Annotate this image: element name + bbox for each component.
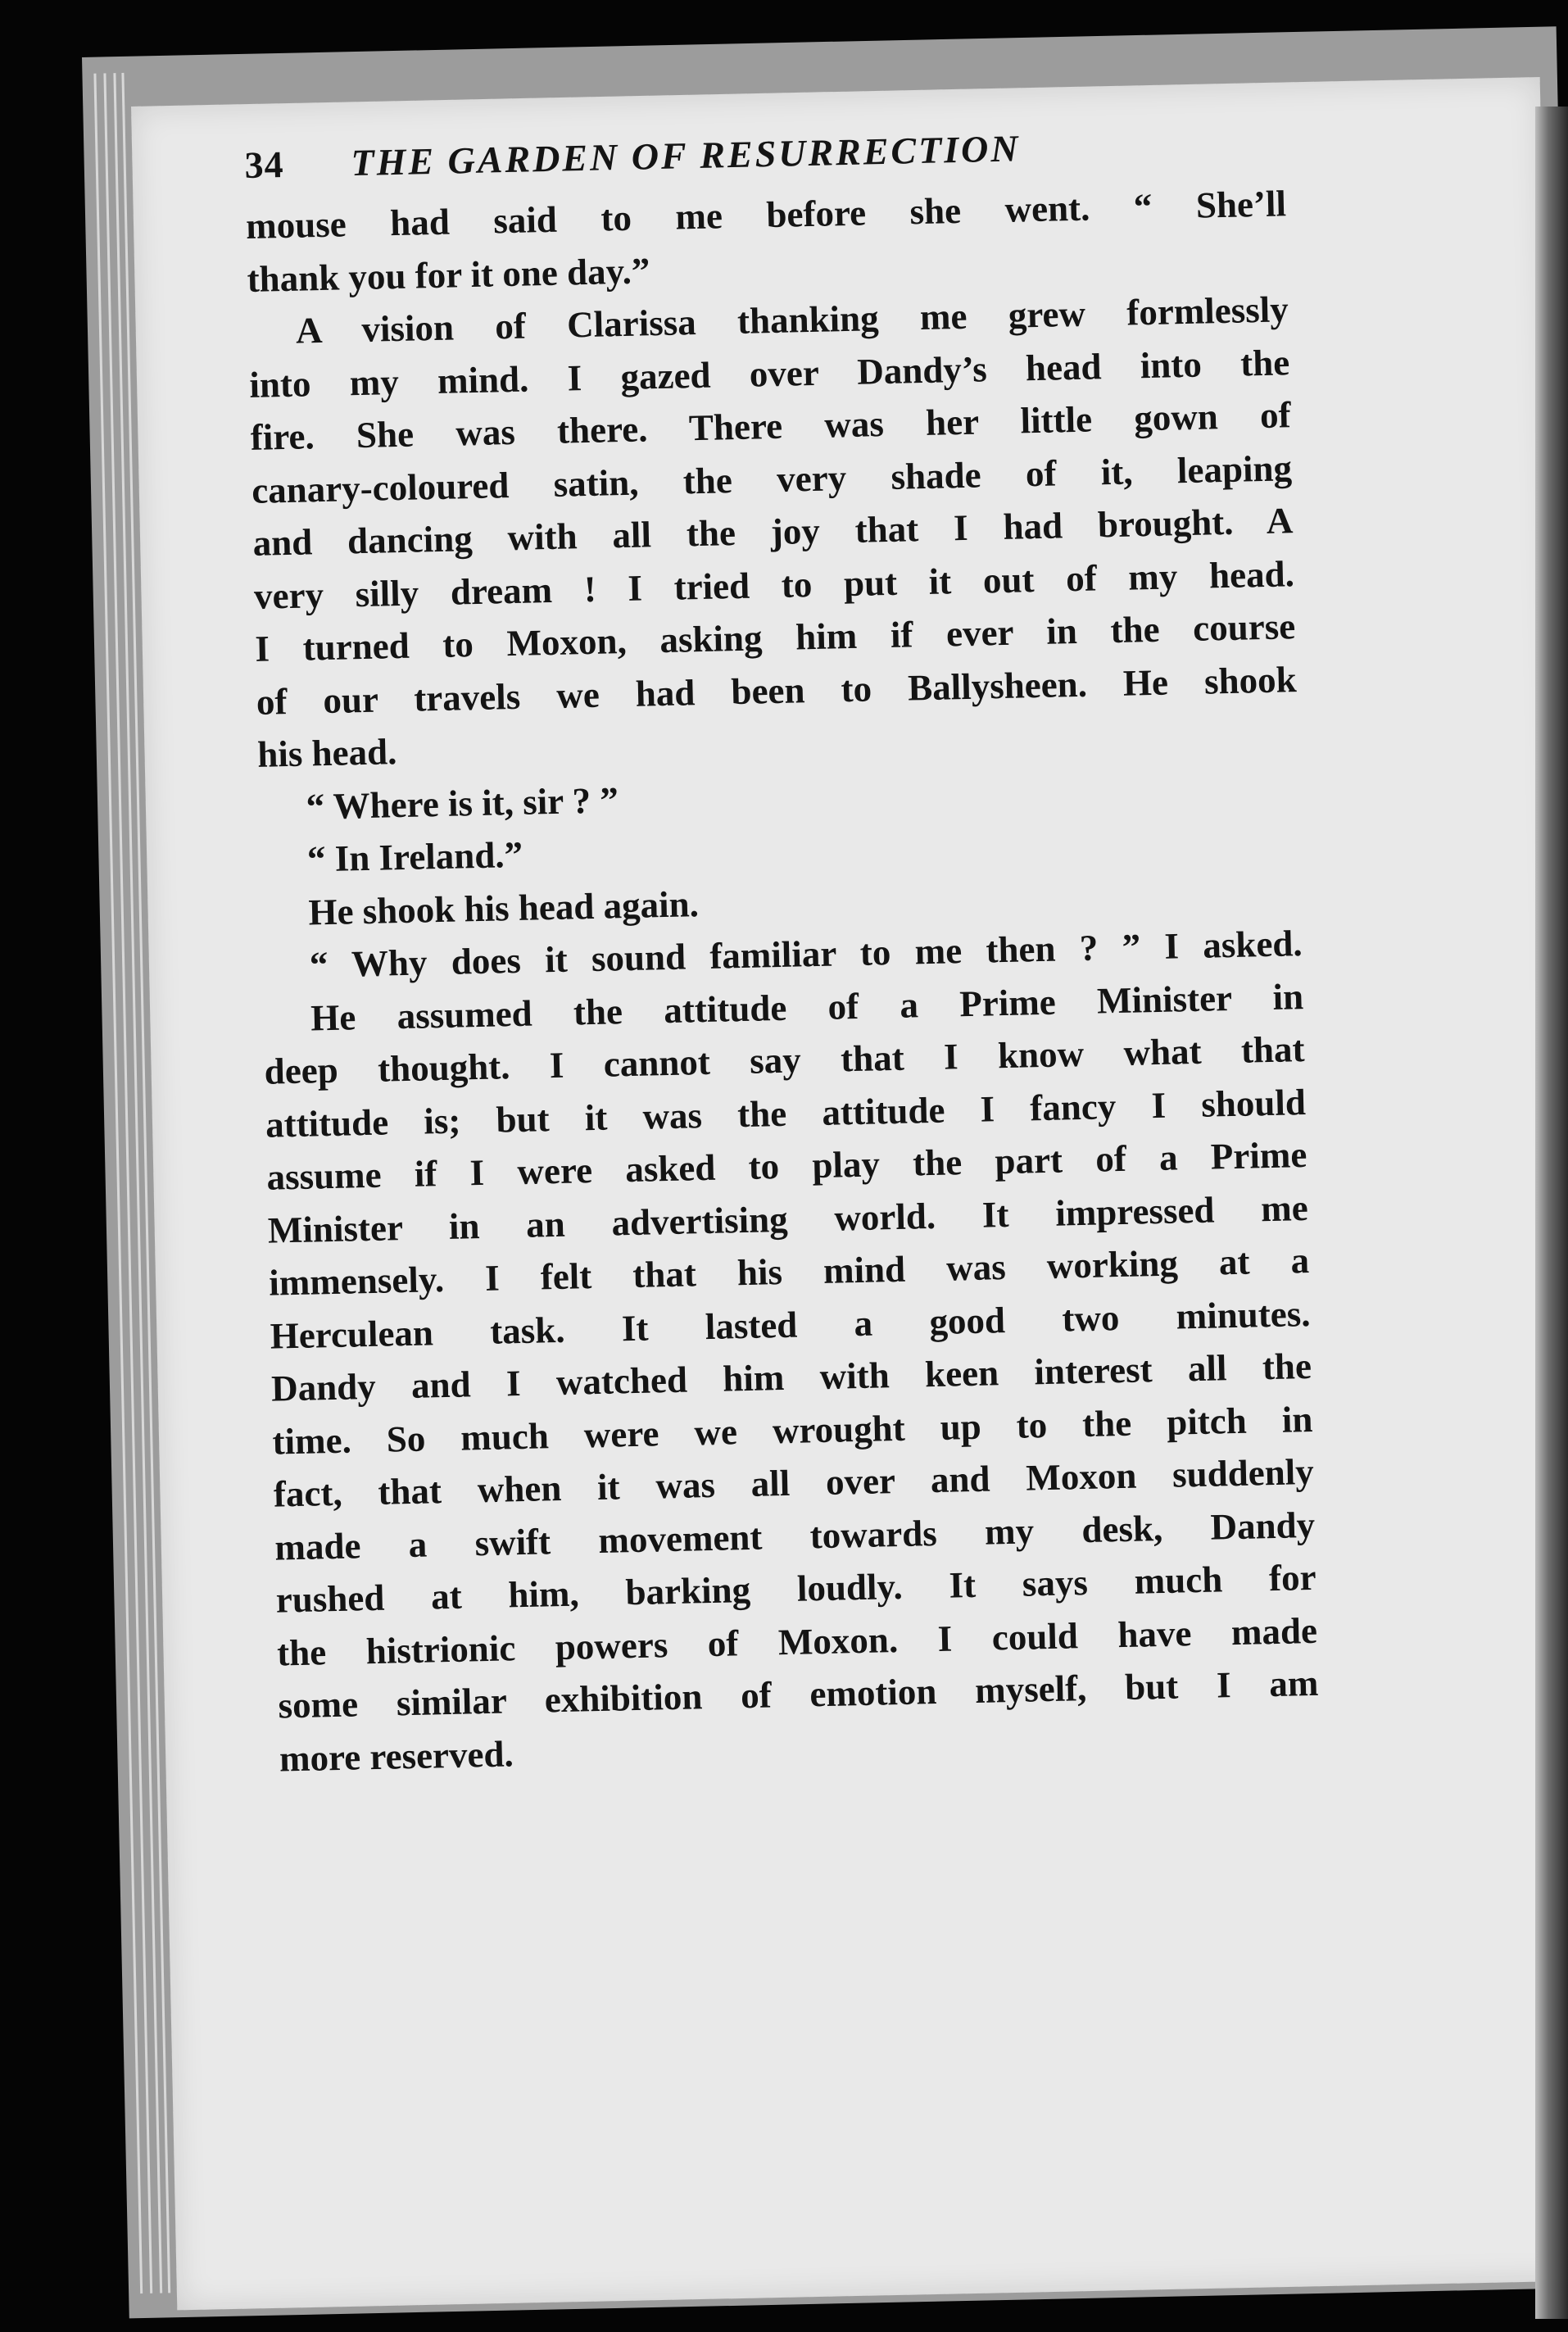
text-line: Dandy and I watched him with keen interest all the bbox=[270, 1345, 1312, 1409]
page-edge-line bbox=[93, 74, 143, 2293]
text-line: “ In Ireland.” bbox=[306, 833, 523, 880]
text-line: canary-coloured satin, the very shade of it, leaping bbox=[251, 447, 1293, 511]
text-line: fire. She was there. There was her little gown of bbox=[250, 394, 1292, 458]
text-line: I turned to Moxon, asking him if ever in the course bbox=[254, 606, 1296, 669]
text-line: mouse had said to me before she went. “ She’ll bbox=[245, 183, 1287, 247]
text-line: A vision of Clarissa thanking me grew formlessly bbox=[295, 288, 1289, 352]
text-block bbox=[244, 120, 1320, 1785]
text-line: his head. bbox=[256, 731, 397, 775]
text-line: and dancing with all the joy that I had brought. A bbox=[252, 500, 1294, 564]
body-text bbox=[246, 177, 1321, 1785]
running-head: THE GARDEN OF RESURRECTION bbox=[350, 127, 1022, 184]
book-spine-edge bbox=[1535, 107, 1568, 2319]
text-line: more reserved. bbox=[279, 1732, 514, 1780]
text-line: into my mind. I gazed over Dandy’s head into the bbox=[248, 341, 1290, 406]
text-line: Herculean task. It lasted a good two minutes. bbox=[270, 1292, 1311, 1357]
text-line: assume if I were asked to play the part of a Prime bbox=[265, 1134, 1307, 1198]
text-line: He shook his head again. bbox=[307, 882, 700, 933]
text-line: “ Where is it, sir ? ” bbox=[306, 778, 619, 828]
text-line: fact, that when it was all over and Moxon suddenly bbox=[273, 1450, 1315, 1515]
text-line: He assumed the attitude of a Prime Minister in bbox=[310, 975, 1304, 1038]
text-line: of our travels we had been to Ballysheen. He shook bbox=[256, 658, 1298, 723]
page-number: 34 bbox=[244, 143, 285, 186]
text-line: attitude is; but it was the attitude I fancy I should bbox=[265, 1081, 1307, 1146]
text-line: thank you for it one day.” bbox=[247, 249, 650, 300]
text-line: Minister in an advertising world. It impressed me bbox=[267, 1186, 1309, 1251]
text-line: the histrionic powers of Moxon. I could have made bbox=[276, 1609, 1318, 1674]
text-line: rushed at him, barking loudly. It says much for bbox=[275, 1556, 1317, 1621]
text-line: very silly dream ! I tried to put it out of my head. bbox=[253, 552, 1295, 617]
text-line: made a swift movement towards my desk, Dandy bbox=[274, 1504, 1316, 1568]
text-line: time. So much were we wrought up to the pitch in bbox=[272, 1398, 1313, 1463]
text-line: some similar exhibition of emotion myself, but I am bbox=[278, 1662, 1319, 1726]
text-line: deep thought. I cannot say that I know what that bbox=[264, 1028, 1305, 1092]
text-line: immensely. I felt that his mind was working at a bbox=[268, 1239, 1310, 1304]
text-line: “ Why does it sound familiar to me then ? ” I asked. bbox=[309, 923, 1303, 986]
